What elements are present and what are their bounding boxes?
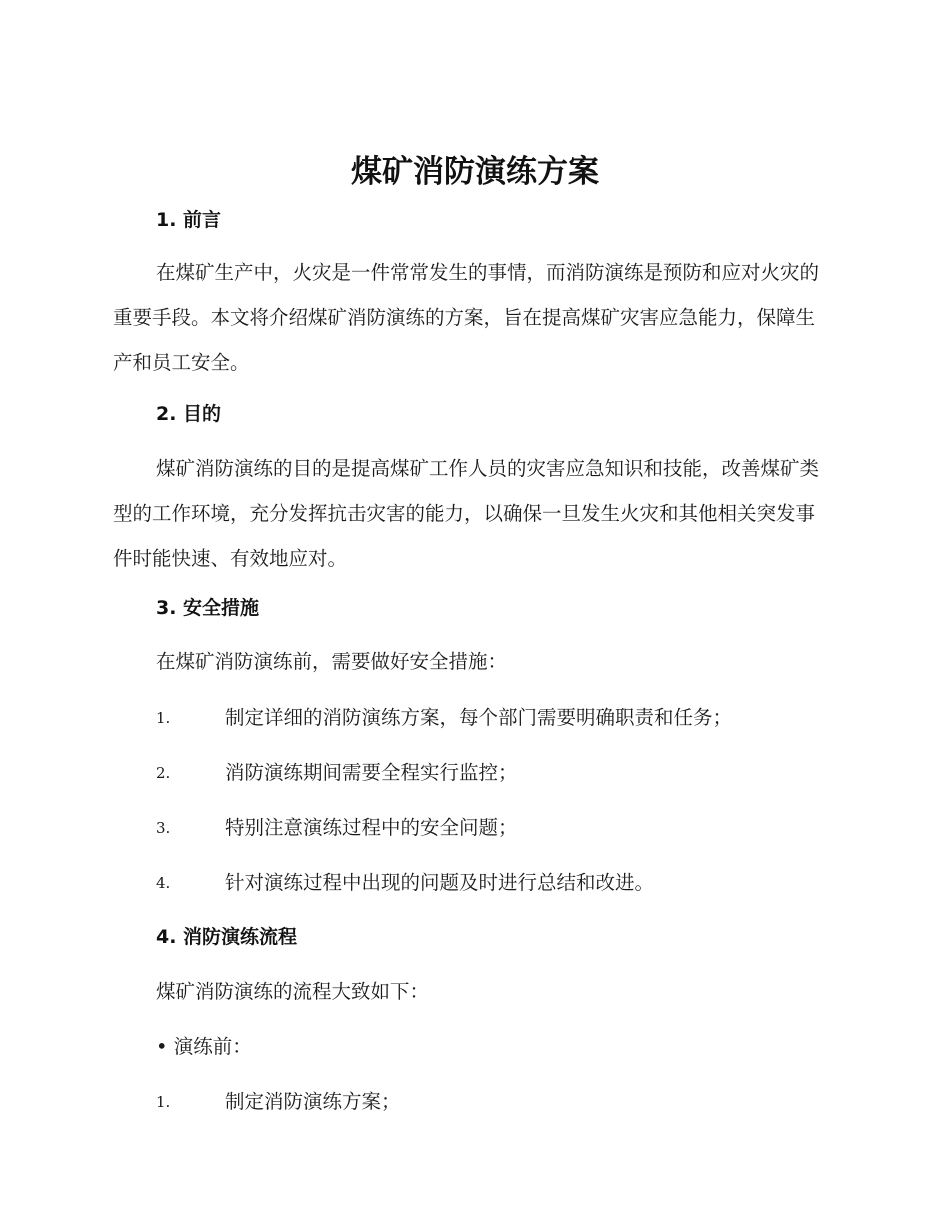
bullet-label-before-drill: • 演练前： [156,1035,252,1058]
list-item-number: 3. [156,819,171,837]
section-heading-safety: 3. 安全措施 [156,597,260,619]
section-heading-process: 4. 消防演练流程 [156,926,298,948]
list-item [156,1087,836,1117]
section-intro-process: 煤矿消防演练的流程大致如下： [156,980,430,1003]
section-intro-safety: 在煤矿消防演练前，需要做好安全措施： [156,650,508,673]
list-item-number: 1. [156,1093,171,1111]
list-item [156,868,836,898]
list-item-number: 2. [156,764,171,782]
section-paragraph-purpose: 煤矿消防演练的目的是提高煤矿工作人员的灾害应急知识和技能，改善煤矿类型的工作环境，充分发挥抗击灾害的能力，以确保一旦发生火灾和其他相关突发事件时能快速、有效地应对。 [113,457,820,570]
list-item [156,758,836,788]
list-item-text: 制定详细的消防演练方案，每个部门需要明确职责和任务； [225,706,733,729]
section-paragraph-preface: 在煤矿生产中，火灾是一件常常发生的事情，而消防演练是预防和应对火灾的重要手段。本文将介绍煤矿消防演练的方案，旨在提高煤矿灾害应急能力，保障生产和员工安全。 [113,261,820,374]
list-item-text: 针对演练过程中出现的问题及时进行总结和改进。 [225,871,655,894]
list-item-text: 消防演练期间需要全程实行监控； [225,761,518,784]
section-heading-preface: 1. 前言 [156,209,222,231]
list-item-number: 4. [156,874,171,892]
document-title: 煤矿消防演练方案 [351,154,599,190]
list-item-text: 特别注意演练过程中的安全问题； [225,816,518,839]
list-item [156,703,836,733]
section-heading-purpose: 2. 目的 [156,403,222,425]
list-item-number: 1. [156,709,171,727]
list-item [156,813,836,843]
list-item-text: 制定消防演练方案； [225,1090,401,1113]
